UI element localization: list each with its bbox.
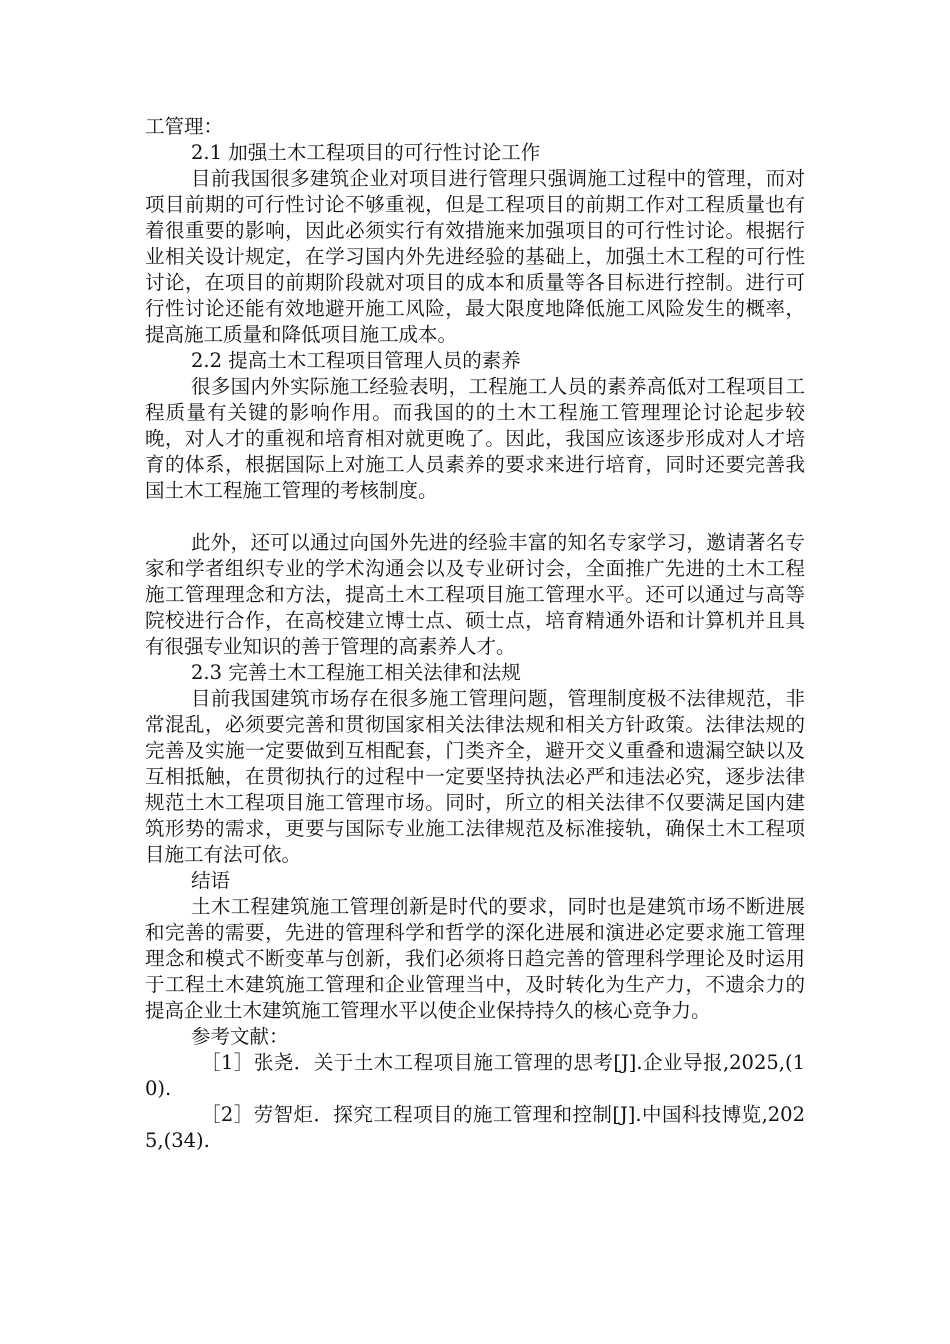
section-2-3-paragraph: 目前我国建筑市场存在很多施工管理问题，管理制度极不法律规范，非常混乱，必须要完善和贯彻国家相关法律法规和相关方针政策。法律法规的完善及实施一定要做到互相配套，门类齐全，避开交义重叠和遗漏空缺以及互相抵触，在贯彻执行的过程中一定要坚持执法必严和违法必究，逐步法律规范土木工程项目施工管理市场。同时，所立的相关法律不仅要满足国内建筑形势的需求，更要与国际专业施工法律规范及标准接轨，确保土木工程项目施工有法可依。 <box>145 687 805 866</box>
section-2-2-paragraph-2: 此外，还可以通过向国外先进的经验丰富的知名专家学习，邀请著名专家和学者组织专业的学术沟通会以及专业研讨会，全面推广先进的土木工程施工管理理念和方法，提高土木工程项目施工管理水平。还可以通过与高等院校进行合作，在高校建立博士点、硕士点，培育精通外语和计算机并且具有很强专业知识的善于管理的高素养人才。 <box>145 531 805 658</box>
section-2-1-paragraph: 目前我国很多建筑企业对项目进行管理只强调施工过程中的管理，而对项目前期的可行性讨论不够重视，但是工程项目的前期工作对工程质量也有着很重要的影响，因此必须实行有效措施来加强项目的可行性讨论。根据行业相关设计规定，在学习国内外先进经验的基础上，加强土木工程的可行性讨论，在项目的前期阶段就对项目的成本和质量等各目标进行控制。进行可行性讨论还能有效地避开施工风险，最大限度地降低施工风险发生的概率，提高施工质量和降低项目施工成本。 <box>145 167 805 346</box>
reference-item: ［2］劳智炬．探究工程项目的施工管理和控制[J].中国科技博览,2025,(34). <box>145 1103 805 1152</box>
reference-item: ［1］张尧．关于土木工程项目施工管理的思考[J].企业导报,2025,(10). <box>145 1051 805 1100</box>
section-heading-2-3: 2.3 完善土木工程施工相关法律和法规 <box>191 661 521 684</box>
section-heading-2-1: 2.1 加强土木工程项目的可行性讨论工作 <box>191 141 541 164</box>
conclusion-paragraph: 土木工程建筑施工管理创新是时代的要求，同时也是建筑市场不断进展和完善的需要，先进的管理科学和哲学的深化进展和演进必定要求施工管理理念和模式不断变革与创新，我们必须将日趋完善的管理科学理论及时运用于工程土木建筑施工管理和企业管理当中，及时转化为生产力，不遗余力的提高企业土木建筑施工管理水平以使企业保持持久的核心竞争力。 <box>145 895 805 1022</box>
references-heading: 参考文献： <box>191 1025 289 1048</box>
continuation-text: 工管理： <box>145 115 224 138</box>
conclusion-heading: 结语 <box>191 869 231 892</box>
section-2-2-paragraph-1: 很多国内外实际施工经验表明，工程施工人员的素养高低对工程项目工程质量有关键的影响作用。而我国的的土木工程施工管理理论讨论起步较晚，对人才的重视和培育相对就更晚了。因此，我国应该逐步形成对人才培育的体系，根据国际上对施工人员素养的要求来进行培育，同时还要完善我国土木工程施工管理的考核制度。 <box>145 375 805 502</box>
section-heading-2-2: 2.2 提高土木工程项目管理人员的素养 <box>191 349 521 372</box>
document-body <box>145 114 805 1154</box>
